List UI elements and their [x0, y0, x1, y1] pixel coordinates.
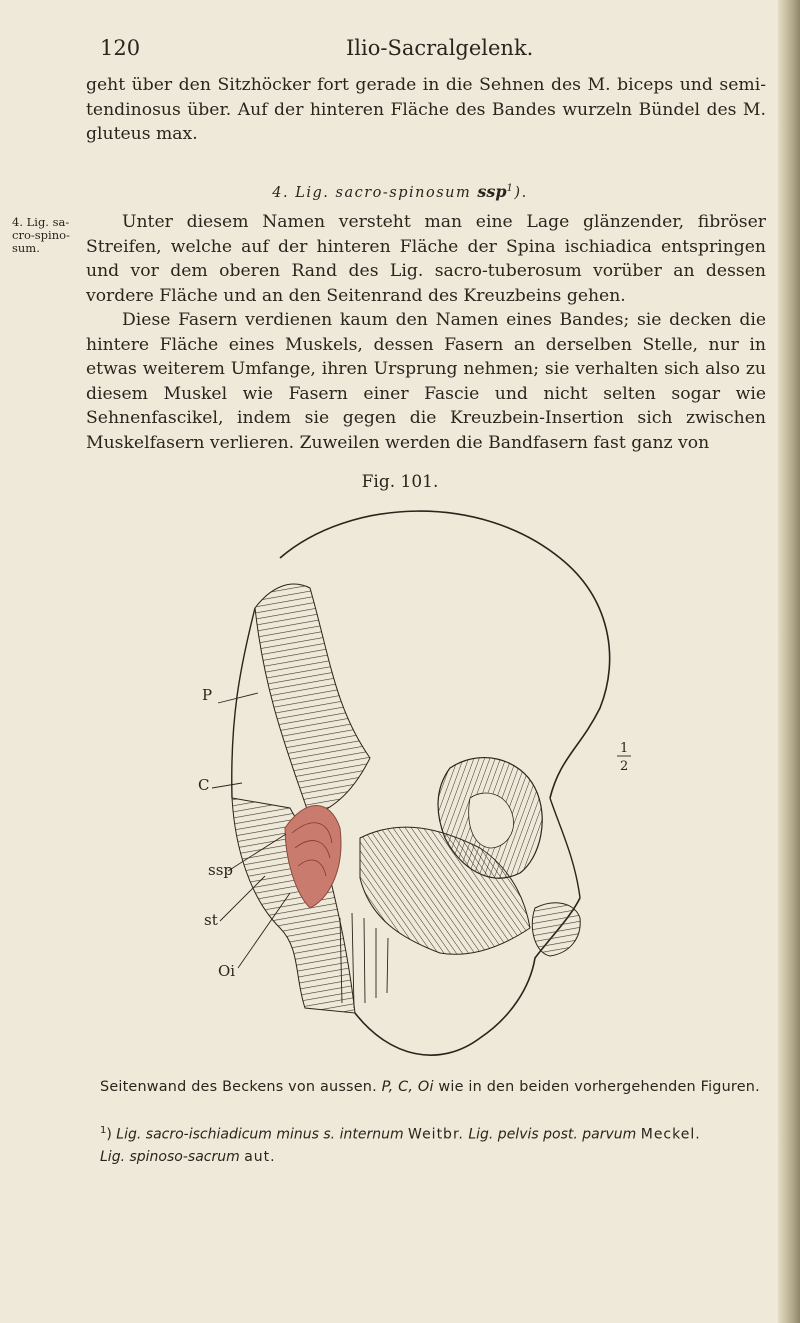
footnote-ref[interactable]: 1 [506, 183, 515, 195]
footnote-term-1: Lig. sacro-ischiadicum minus s. internum [116, 1126, 404, 1143]
section-close: ). [514, 185, 528, 201]
footnote-term-2: Lig. pelvis post. parvum [468, 1126, 637, 1143]
caption-text-2: wie in den beiden vorhergehenden Figuren. [438, 1079, 760, 1095]
footnote: $^1$) Lig. sacro-ischiadicum minus s. internum Weitbr. Lig. pelvis post. parvum Meckel. Lig. spinoso-sacrum aut. [100, 1125, 701, 1165]
section-title: Lig. sacro-spinosum [295, 185, 472, 201]
label-st: st [204, 911, 218, 929]
margin-note: 4. Lig. sa-cro-spino-sum. [12, 215, 70, 255]
figure-label: Fig. 101. [361, 472, 439, 492]
right-outline [550, 798, 580, 898]
running-header [100, 36, 760, 66]
paragraph-2: Unter diesem Namen versteht man eine Lage glänzender, fibröser Streifen, welche auf der hinteren Fläche der Spina ischiadica entspringen und vor dem oberen Rand des Lig. sacro-tuberosum vorüber an dessen vordere Fläche und an den Seitenrand des Kreuzbeins gehen. [86, 212, 766, 306]
footnote-author-3: aut. [244, 1148, 276, 1165]
footnote-mark: 1 [100, 1125, 107, 1136]
section-number: 4. [272, 185, 290, 201]
running-title: Ilio-Sacralgelenk. [346, 36, 534, 60]
scale-numerator: 1 [620, 741, 629, 756]
footnote-author-1: Weitbr. [408, 1126, 464, 1143]
label-ssp: ssp [208, 861, 233, 879]
section-heading [0, 182, 800, 201]
section-abbreviation: ssp [477, 182, 507, 201]
ilium-shading [255, 584, 370, 818]
caption-text-1: Seitenwand des Beckens von aussen. [100, 1079, 377, 1095]
page-number: 120 [100, 36, 141, 60]
footnote-author-2: Meckel. [640, 1126, 701, 1143]
label-C: C [198, 776, 210, 794]
label-Oi: Oi [218, 962, 236, 980]
label-P: P [202, 686, 213, 704]
pubis-region [532, 903, 580, 956]
pelvis-illustration [180, 498, 640, 1073]
paragraph-block [86, 210, 766, 455]
scale-denominator: 2 [620, 759, 629, 774]
posterior-border [232, 608, 255, 798]
caption-letters: P, C, Oi [381, 1079, 434, 1095]
figure-caption [100, 1079, 770, 1095]
pointer-C [212, 783, 242, 788]
pointer-P [218, 693, 258, 703]
paragraph-1 [86, 73, 766, 147]
paragraph-3: Diese Fasern verdienen kaum den Namen eines Bandes; sie decken die hintere Fläche eines Muskels, dessen Fasern an derselben Stelle, nur in etwas weiterem Umfange, ihren Ursprung nehmen; sie verhalten sich also zu diesem Muskel wie Fasern einer Fascie und nicht selten sogar wie Sehnenfascikel, indem sie gegen die Kreuzbein-Insertion sich zwischen Muskelfasern verlieren. Zuweilen werden die Bandfasern fast ganz von [86, 310, 766, 453]
footnote-term-3: Lig. spinoso-sacrum [100, 1148, 240, 1165]
paragraph-1-text: geht über den Sitzhöcker fort gerade in die Sehnen des M. biceps und semi-tendinosus über. Auf der hinteren Fläche des Bandes wurzeln Bündel des M. gluteus max. [86, 75, 766, 144]
